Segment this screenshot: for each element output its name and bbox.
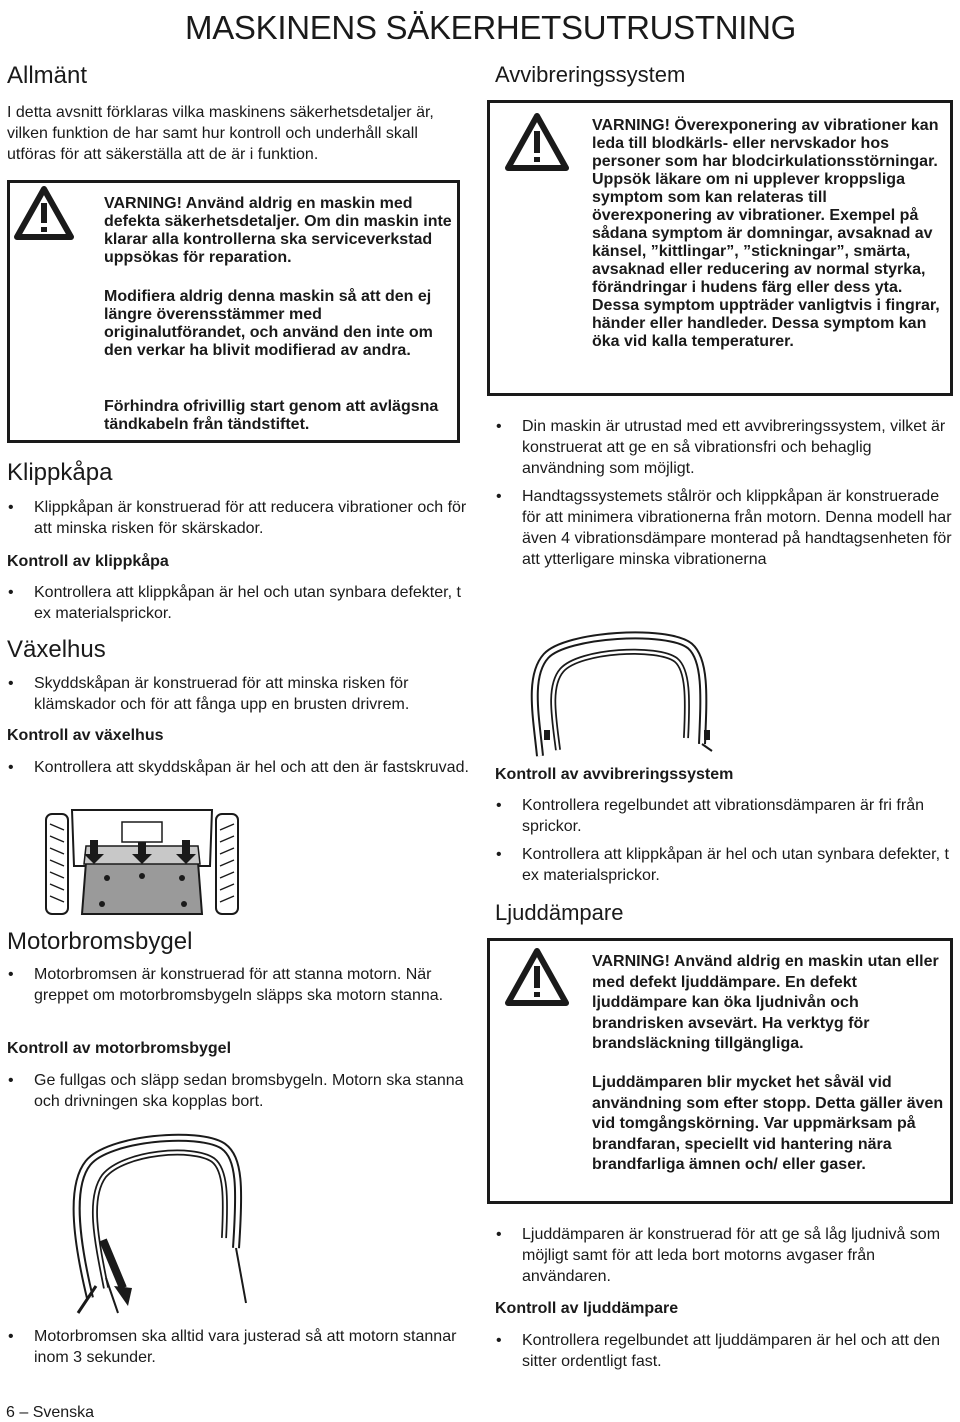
ljuddampare-list	[495, 1224, 953, 1287]
motorbromsbygel-note-list	[7, 1326, 469, 1368]
list-item: • Handtagssystemets stålrör och klippkåpan är konstruerade för att minimera vibrationerna från motorn. Denna modell har även 4 vibrationsdämpare monterad på handtagsenheten för att ytterligare minska vibrationerna	[495, 486, 953, 570]
avvibrering-kontroll-list	[495, 795, 953, 886]
list-item: • Kontrollera att skyddskåpan är hel och att den är fastskruvad.	[7, 757, 469, 778]
warning-triangle-icon	[505, 948, 569, 1006]
subheading-kontroll-vaxelhus: Kontroll av växelhus	[7, 727, 164, 744]
list-item: • Kontrollera att klippkåpan är hel och utan synbara defekter, t ex materialsprickor.	[7, 582, 469, 624]
heading-vaxelhus: Växelhus	[7, 636, 106, 663]
avvibrering-list	[495, 416, 953, 570]
vaxelhus-kontroll-list	[7, 757, 469, 778]
subheading-kontroll-klippkapa: Kontroll av klippkåpa	[7, 553, 169, 570]
handle-vibration-illustration	[508, 626, 722, 758]
muffler-warning-text-1: VARNING! Använd aldrig en maskin utan eller med defekt ljuddämpare. En defekt ljuddämpare kan öka ljudnivån och brandrisken avsevärt. Ha verktyg för brandsläckning tillgängliga.	[592, 953, 939, 1052]
warning-triangle-icon	[14, 186, 74, 240]
heading-klippkapa: Klippkåpa	[7, 459, 113, 486]
list-item: • Kontrollera regelbundet att vibrationsdämparen är fri från sprickor.	[495, 795, 953, 837]
vaxelhus-list	[7, 673, 469, 715]
gear-housing-illustration	[42, 806, 242, 928]
list-item: • Ge fullgas och släpp sedan bromsbygeln. Motorn ska stanna och drivningen ska kopplas bort.	[7, 1070, 469, 1112]
list-item: • Motorbromsen ska alltid vara justerad så att motorn stannar inom 3 sekunder.	[7, 1326, 469, 1368]
klippkapa-list	[7, 497, 469, 539]
general-warning-text-3: Förhindra ofrivillig start genom att avlägsna tändkabeln från tändstiftet.	[104, 398, 439, 433]
allmant-intro: I detta avsnitt förklaras vilka maskinens säkerhetsdetaljer är, vilken funktion de har samt hur kontroll och underhåll skall utföras för att säkerställa att de är i funktion.	[7, 104, 434, 163]
general-warning-text-2: Modifiera aldrig denna maskin så att den ej längre överensstämmer med originalutförandet, och använd den inte om den verkar ha blivit modifierad av andra.	[104, 288, 433, 359]
heading-ljuddampare: Ljuddämpare	[495, 900, 624, 925]
list-item: • Motorbromsen är konstruerad för att stanna motorn. När greppet om motorbromsbygeln släpps ska motorn stanna.	[7, 964, 469, 1006]
muffler-warning-text-2: Ljuddämparen blir mycket het såväl vid användning som efter stopp. Detta gäller även vid tomgångskörning. Var uppmärksam på brandfaran, speciellt vid hantering nära brandfarliga ämnen och/ eller gaser.	[592, 1074, 944, 1173]
heading-avvibreringssystem: Avvibreringssystem	[495, 62, 686, 87]
list-item: • Din maskin är utrustad med ett avvibreringssystem, vilket är konstruerat att ge en så vibrationsfri och behaglig användning som möjligt.	[495, 416, 953, 479]
page-footer: 6 – Svenska	[6, 1404, 95, 1421]
heading-motorbromsbygel: Motorbromsbygel	[7, 928, 193, 955]
motorbromsbygel-list	[7, 964, 469, 1006]
list-item: • Klippkåpan är konstruerad för att reducera vibrationer och för att minska risken för skärskador.	[7, 497, 469, 539]
list-item: • Skyddskåpan är konstruerad för att minska risken för klämskador och för att fånga upp en brusten drivrem.	[7, 673, 469, 715]
general-warning-text-1: VARNING! Använd aldrig en maskin med defekta säkerhetsdetaljer. Om din maskin inte klarar alla kontrollerna ska serviceverkstad uppsökas för reparation.	[104, 195, 452, 266]
subheading-kontroll-ljuddampare: Kontroll av ljuddämpare	[495, 1300, 679, 1317]
heading-allmant: Allmänt	[7, 62, 88, 89]
subheading-kontroll-avvibrering: Kontroll av avvibreringssystem	[495, 766, 734, 783]
motorbromsbygel-kontroll-list	[7, 1070, 469, 1112]
ljuddampare-kontroll-list	[495, 1330, 953, 1372]
klippkapa-kontroll-list	[7, 582, 469, 624]
list-item: • Kontrollera regelbundet att ljuddämparen är hel och att den sitter ordentligt fast.	[495, 1330, 953, 1372]
vibration-warning-text: VARNING! Överexponering av vibrationer kan leda till blodkärls- eller nervskador hos personer som har blodcirkulationsstörningar. Uppsök läkare om ni upplever kroppsliga symptom som kan relateras till överexponering av vibrationer. Exempel på sådana symptom är domningar, avsaknad av känsel, ”kittlingar”, ”stickningar”, smärta, avsaknad eller reducering av normal styrka, förändringar i hudens färg eller dess yta. Dessa symptom uppträder vanligtvis i fingrar, händer eller handleder. Dessa symptom kan öka vid kalla temperaturer.	[592, 117, 940, 350]
warning-triangle-icon	[505, 113, 569, 171]
brake-bail-illustration	[48, 1128, 258, 1318]
page-title: MASKINENS SÄKERHETSUTRUSTNING	[185, 9, 797, 46]
subheading-kontroll-motorbromsbygel: Kontroll av motorbromsbygel	[7, 1040, 232, 1057]
list-item: • Kontrollera att klippkåpan är hel och utan synbara defekter, t ex materialsprickor.	[495, 844, 953, 886]
list-item: • Ljuddämparen är konstruerad för att ge så låg ljudnivå som möjligt samt för att leda bort motorns avgaser från användaren.	[495, 1224, 953, 1287]
